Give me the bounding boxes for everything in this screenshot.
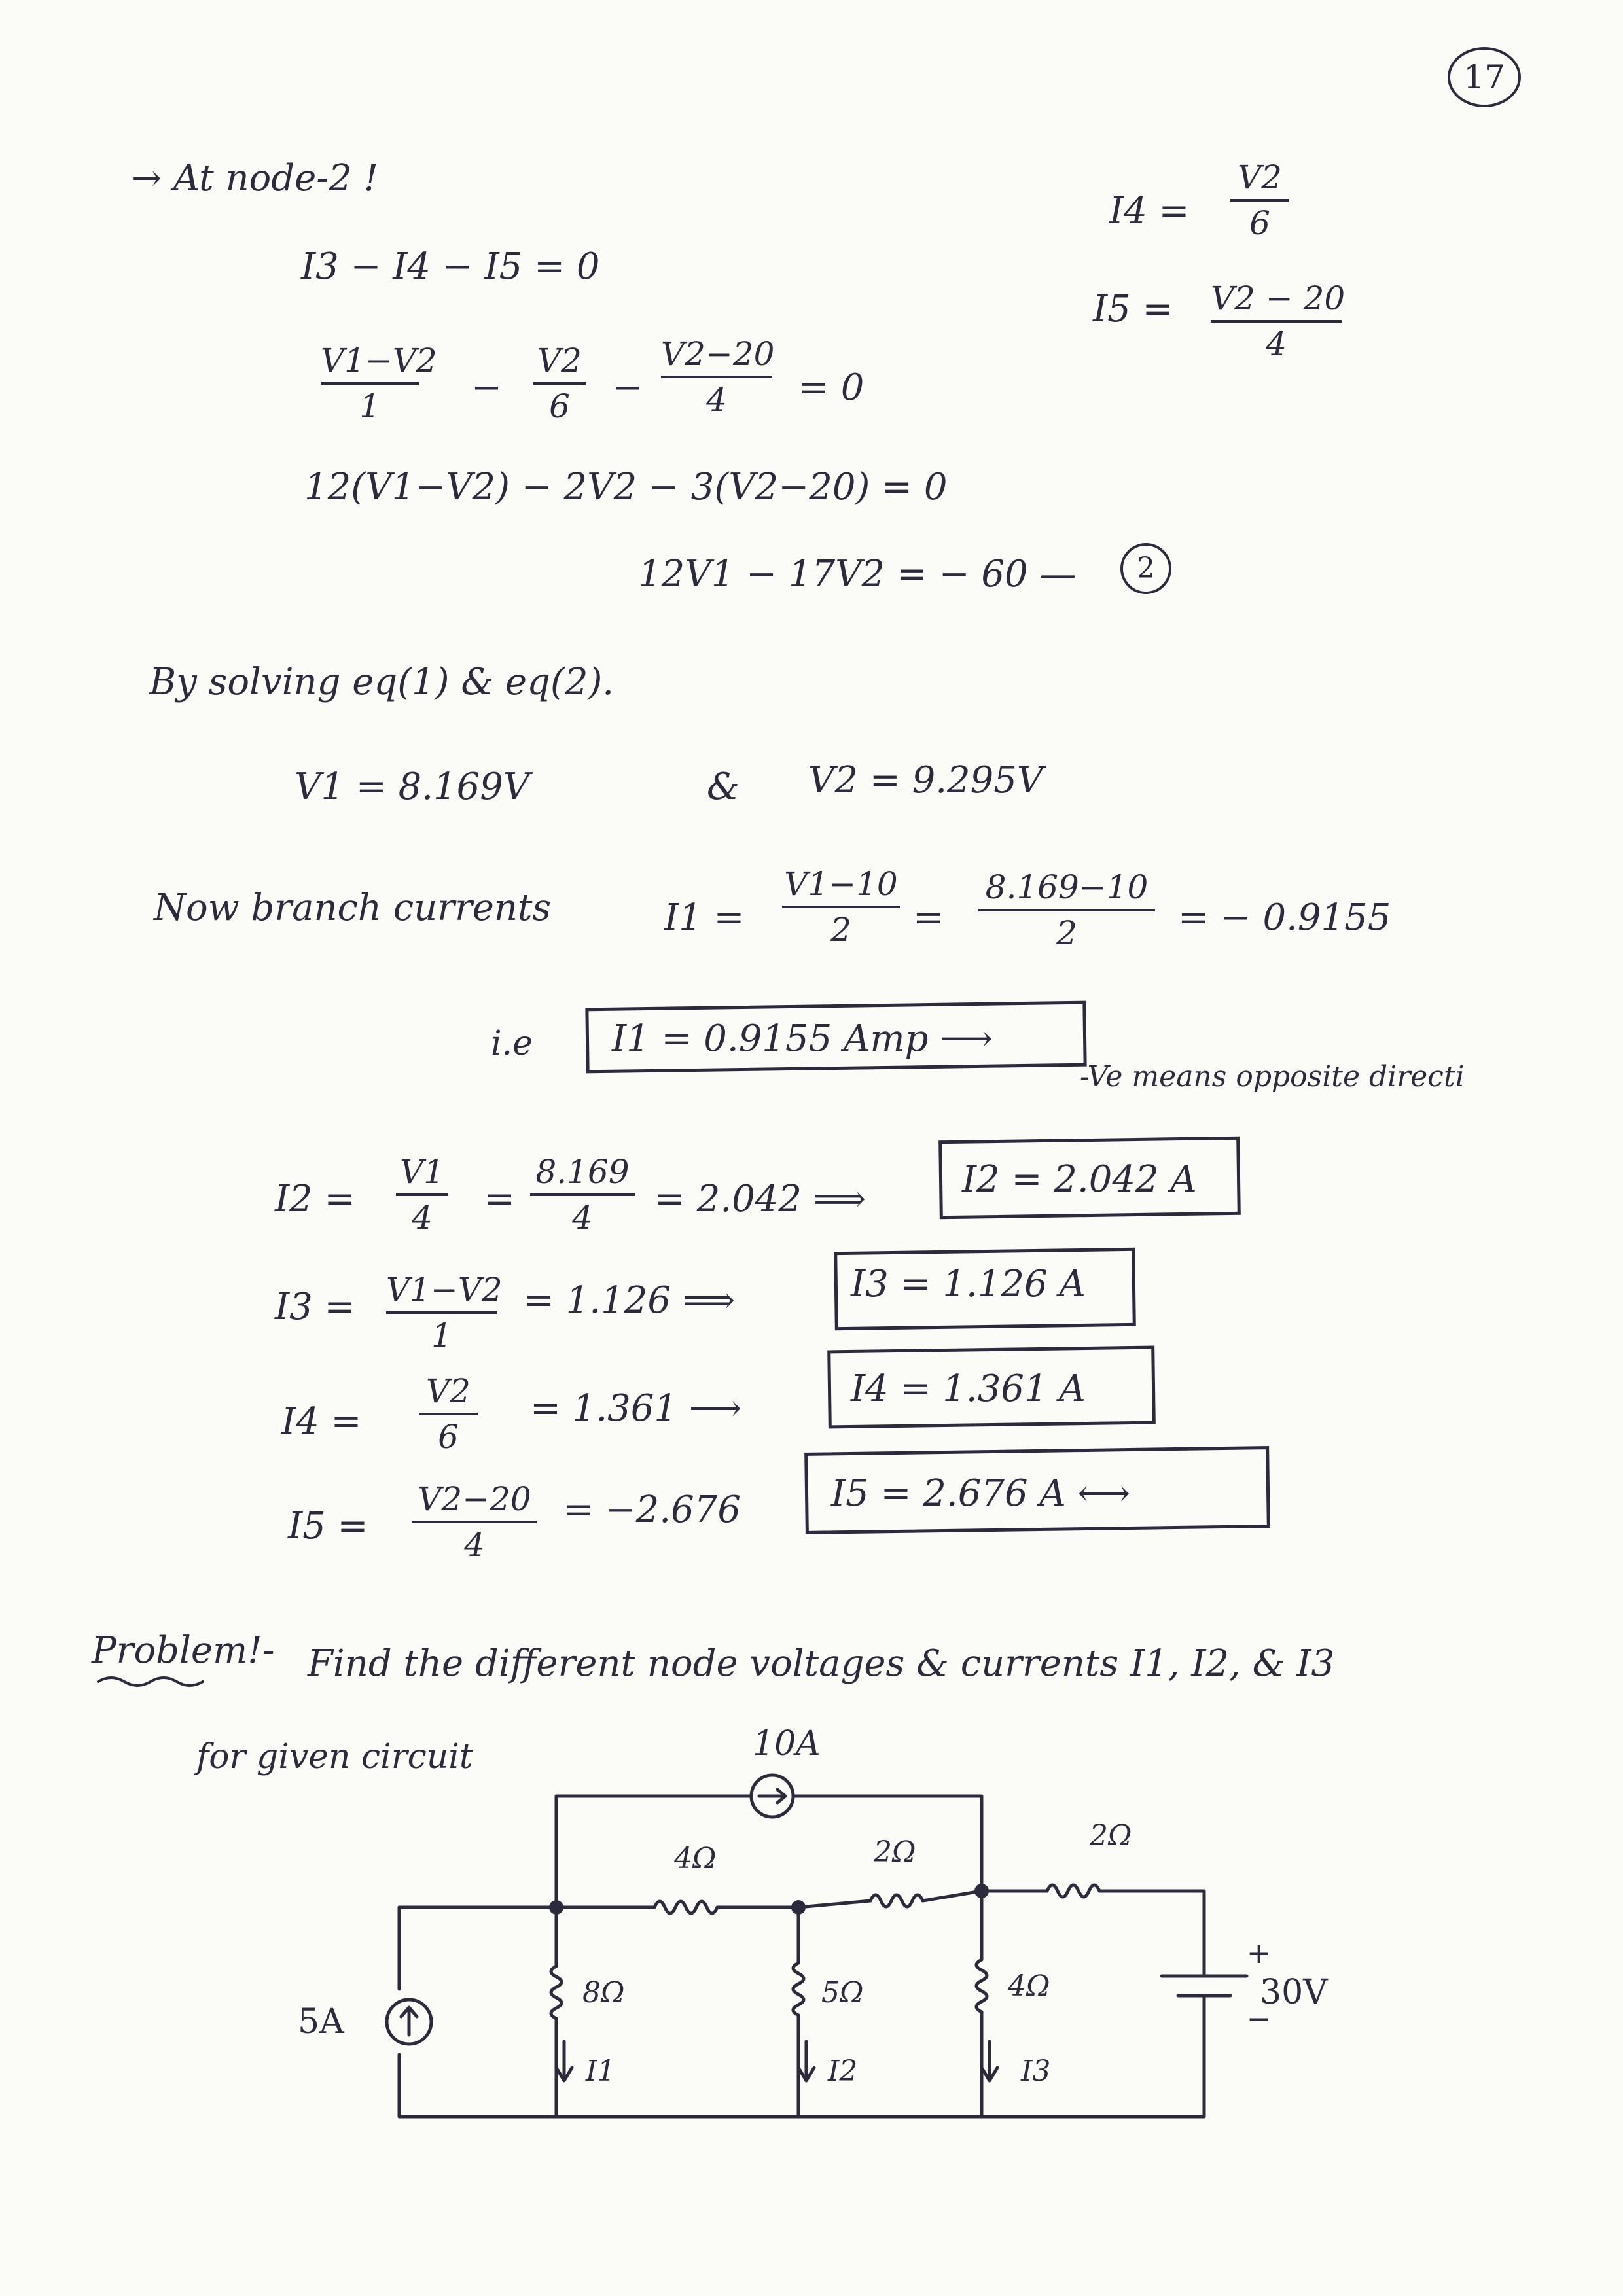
i5-answer: I5 = 2.676 A ⟷ [831, 1472, 1130, 1515]
resistor-top-1: 4Ω [674, 1842, 717, 1875]
negative-note: -Ve means opposite directi [1080, 1060, 1465, 1093]
current-i3-label: I3 [1021, 2055, 1051, 2088]
i1-answer: I1 = 0.9155 Amp ⟶ [612, 1017, 993, 1060]
term3-fraction: V2−20 4 [661, 335, 775, 419]
term2-fraction: V2 6 [533, 340, 586, 427]
source-10a-label: 10A [753, 1724, 821, 1763]
i1-value: = − 0.9155 [1178, 896, 1391, 939]
i5-fraction-list: V2−20 4 [412, 1479, 537, 1565]
source-5a-label: 5A [298, 2002, 344, 2041]
battery-label: 30V [1260, 1973, 1328, 2012]
i1-numeric-fraction: 8.169−10 2 [978, 867, 1155, 953]
v2-value: V2 = 9.295V [808, 759, 1044, 802]
battery-minus: − [1247, 2002, 1271, 2036]
i4-value: = 1.361 ⟶ [530, 1387, 742, 1430]
problem-text: Find the different node voltages & currents I1, I2, & I3 [308, 1642, 1335, 1685]
i2-lhs: I2 = [275, 1178, 355, 1220]
equals: = [484, 1178, 515, 1220]
i2-value: = 2.042 ⟹ [654, 1178, 866, 1220]
ampersand: & [707, 766, 740, 808]
i1-fraction: V1−10 2 [782, 864, 900, 950]
i4-label: I4 = [1109, 190, 1190, 232]
resistor-top-2: 2Ω [874, 1835, 916, 1869]
i3-fraction: V1−V2 1 [386, 1271, 503, 1354]
equation-tag: 2 [1120, 543, 1171, 594]
v1-value: V1 = 8.169V [294, 766, 530, 808]
resistor-4: 4Ω [1008, 1969, 1050, 2003]
battery-plus: + [1247, 1937, 1271, 1970]
equals-zero: = 0 [798, 366, 865, 409]
problem-label: Problem!- [92, 1629, 275, 1672]
current-i2-label: I2 [828, 2055, 858, 2088]
resistor-5: 5Ω [821, 1976, 864, 2009]
i4-fraction-list: V2 6 [419, 1371, 478, 1457]
i1-lhs: I1 = [664, 896, 745, 939]
i2-answer: I2 = 2.042 A [962, 1158, 1197, 1201]
current-i1-label: I1 [586, 2055, 616, 2088]
i5-value: = −2.676 [563, 1489, 741, 1531]
minus-sign: − [471, 366, 502, 409]
ie-label: i.e [491, 1024, 533, 1063]
equals: = [913, 896, 944, 939]
term1-fraction: V1−V2 1 [321, 342, 437, 425]
i5-fraction: V2 − 20 4 [1211, 279, 1346, 363]
minus-sign: − [612, 366, 643, 409]
page-number: 17 [1463, 58, 1505, 96]
resistor-top-3: 2Ω [1090, 1819, 1132, 1852]
i4-fraction: V2 6 [1230, 157, 1289, 243]
i4-lhs: I4 = [281, 1400, 362, 1443]
i3-value: = 1.126 ⟹ [524, 1279, 736, 1322]
node2-heading: → At node-2 ! [131, 157, 379, 200]
resistor-8: 8Ω [582, 1976, 625, 2009]
expanded-equation: 12(V1−V2) − 2V2 − 3(V2−20) = 0 [304, 466, 948, 508]
i3-answer: I3 = 1.126 A [851, 1263, 1086, 1305]
solving-text: By solving eq(1) & eq(2). [149, 661, 615, 703]
branch-label: Now branch currents [154, 887, 552, 929]
problem-text-2: for given circuit [196, 1737, 473, 1776]
i3-lhs: I3 = [275, 1286, 355, 1328]
kcl-equation: I3 − I4 − I5 = 0 [301, 245, 600, 288]
i2-numeric-fraction: 8.169 4 [530, 1152, 635, 1238]
result-equation: 12V1 − 17V2 = − 60 — [638, 553, 1077, 595]
i4-answer: I4 = 1.361 A [851, 1368, 1086, 1410]
i2-fraction: V1 4 [396, 1152, 448, 1238]
i5-label: I5 = [1093, 288, 1173, 330]
i5-lhs: I5 = [288, 1505, 368, 1547]
